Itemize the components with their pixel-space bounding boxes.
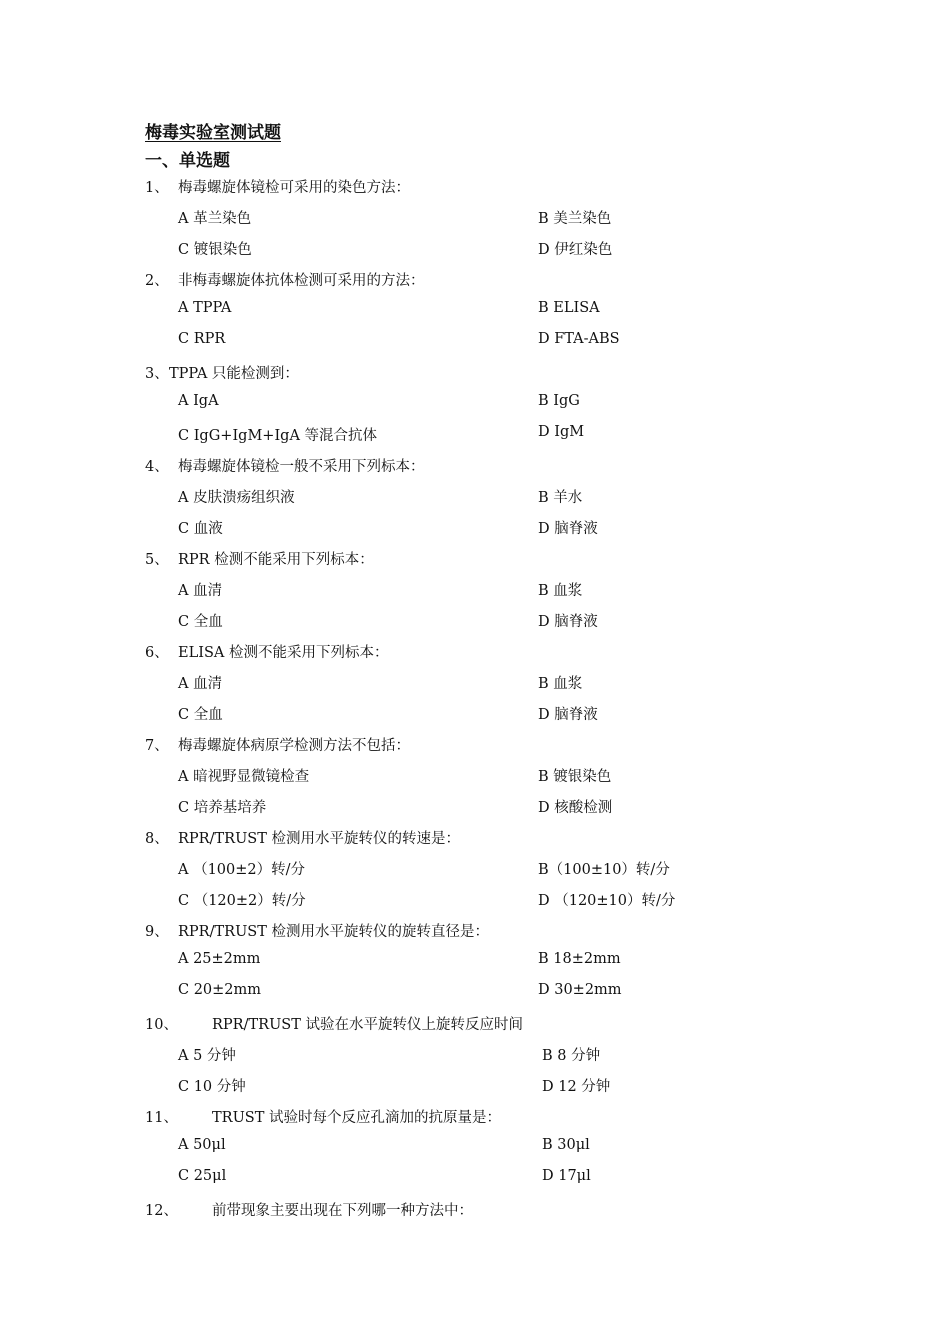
option-c: C 培养基培养 [178,800,267,816]
option-row [0,1168,950,1199]
option-c: C 全血 [178,614,223,630]
option-row [0,610,950,641]
option-row [0,486,950,517]
question-number: 11、 [145,1110,178,1126]
option-d: D 17μl [542,1168,591,1184]
question-number: 6、 [145,645,169,661]
question-text: TRUST 试验时每个反应孔滴加的抗原量是： [212,1110,502,1126]
option-b: B 镀银染色 [538,769,612,785]
option-b: B ELISA [538,300,600,316]
option-b: B 羊水 [538,490,583,506]
option-b: B 血浆 [538,676,583,692]
option-a: A 血清 [178,676,223,692]
option-a: A 25±2mm [178,951,261,967]
option-d: D IgM [538,424,585,440]
question-10 [0,1013,950,1044]
option-d: D 核酸检测 [538,800,613,816]
question-1 [0,176,950,207]
option-row [0,393,950,424]
option-c: C IgG+IgM+IgA 等混合抗体 [178,428,378,444]
option-d: D 12 分钟 [542,1079,611,1095]
question-8 [0,827,950,858]
question-text: 梅毒螺旋体镜检一般不采用下列标本： [178,459,425,475]
question-number: 3、 [145,366,169,382]
option-c: C RPR [178,331,226,347]
question-text: RPR/TRUST 检测用水平旋转仪的转速是： [178,831,460,847]
option-row [0,765,950,796]
option-a: A IgA [178,393,219,409]
option-row [0,517,950,548]
question-text: 前带现象主要出现在下列哪一种方法中： [212,1203,473,1219]
question-text: RPR 检测不能采用下列标本： [178,552,374,568]
question-text: 梅毒螺旋体病原学检测方法不包括： [178,738,410,754]
option-row [0,300,950,331]
option-b: B 美兰染色 [538,211,612,227]
option-row [0,1075,950,1106]
question-text: RPR/TRUST 检测用水平旋转仪的旋转直径是： [178,924,489,940]
question-text: 梅毒螺旋体镜检可采用的染色方法： [178,180,410,196]
option-a: A 50μl [178,1137,226,1153]
question-12 [0,1199,950,1230]
question-number: 9、 [145,924,169,940]
option-d: D FTA-ABS [538,331,620,347]
option-d: D 脑脊液 [538,614,598,630]
option-a: A 皮肤溃疡组织液 [178,490,295,506]
option-row [0,858,950,889]
option-b: B 8 分钟 [542,1048,601,1064]
option-d: D 脑脊液 [538,521,598,537]
question-text: ELISA 检测不能采用下列标本： [178,645,389,661]
question-2 [0,269,950,300]
question-7 [0,734,950,765]
option-row [0,951,950,982]
option-c: C 10 分钟 [178,1079,246,1095]
option-c: C 20±2mm [178,982,262,998]
question-number: 10、 [145,1017,178,1033]
option-c: C 血液 [178,521,223,537]
section-heading: 一、单选题 [145,151,230,171]
option-a: A TPPA [178,300,232,316]
question-number: 4、 [145,459,169,475]
question-text: TPPA 只能检测到： [169,366,299,382]
question-4 [0,455,950,486]
option-row [0,672,950,703]
option-c: C 25μl [178,1168,227,1184]
option-b: B 18±2mm [538,951,621,967]
option-row [0,889,950,920]
question-list [0,176,950,1230]
question-5 [0,548,950,579]
option-row [0,982,950,1013]
option-d: D 伊红染色 [538,242,613,258]
option-a: A 5 分钟 [178,1048,236,1064]
option-a: A 暗视野显微镜检查 [178,769,310,785]
question-number: 1、 [145,180,169,196]
option-a: A （100±2）转/分 [178,862,306,878]
question-6 [0,641,950,672]
option-row [0,1044,950,1075]
option-b: B 30μl [542,1137,590,1153]
option-row [0,238,950,269]
option-b: B IgG [538,393,580,409]
option-a: A 革兰染色 [178,211,252,227]
option-b: B（100±10）转/分 [538,862,670,878]
document-title: 梅毒实验室测试题 [145,123,281,143]
option-row [0,579,950,610]
option-c: C （120±2）转/分 [178,893,306,909]
question-text: RPR/TRUST 试验在水平旋转仪上旋转反应时间 [212,1017,523,1033]
question-number: 2、 [145,273,169,289]
option-b: B 血浆 [538,583,583,599]
option-c: C 镀银染色 [178,242,252,258]
question-text: 非梅毒螺旋体抗体检测可采用的方法： [178,273,425,289]
option-d: D 30±2mm [538,982,622,998]
option-row [0,796,950,827]
question-number: 7、 [145,738,169,754]
option-a: A 血清 [178,583,223,599]
question-11 [0,1106,950,1137]
option-d: D （120±10）转/分 [538,893,676,909]
question-number: 12、 [145,1203,178,1219]
option-c: C 全血 [178,707,223,723]
option-row [0,331,950,362]
question-number: 5、 [145,552,169,568]
question-3 [0,362,950,393]
question-9 [0,920,950,951]
question-number: 8、 [145,831,169,847]
option-row [0,207,950,238]
option-row [0,1137,950,1168]
option-row [0,424,950,455]
option-row [0,703,950,734]
option-d: D 脑脊液 [538,707,598,723]
